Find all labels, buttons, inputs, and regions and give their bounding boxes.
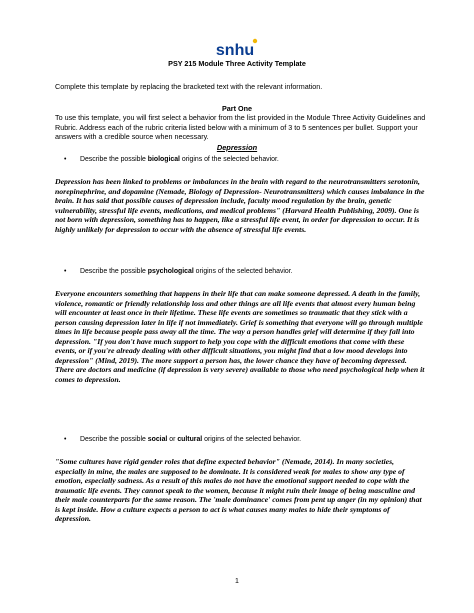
answer-psychological: Everyone encounters something that happens in their life that can make someone depressed. A death in the family, violence, romantic or friendly relationship loss and other things are all life events that almost every human being will encounter at least once in their lifetime. These life events are sometimes so traumatic that they stick with a person causing depression later in life if not immediately. Grief is something that everyone will go through multiple times in life because people pass away all the time. The way a person handles grief will determine if they fall into depression. "If you don't have much support to help you cope with the difficult emotions that come with these events, or if you're already dealing with other difficult situations, you might find that a low mood develops into depression" (Mind, 2019). The more support a person has, the lower chance they have of becoming depressed. There are doctors and medicine (if depression is very severe) available to those who need psychological help when it comes to depression. bbox=[55, 289, 425, 384]
answer-social-cultural: "Some cultures have rigid gender roles that define expected behavior" (Nemade, 2014). In many societies, especially in mine, the males are supposed to be dominate. It is considered weak for males to show any type of emotion, especially sadness. As a result of this males do not have the emotional support needed to cope with the traumatic life events. They cannot speak to the women, because it might ruin their image of being masculine and their male counterparts for the same reason. The 'male dominance' comes from pent up anger (in my opinion) that is kept inside. How a culture expects a person to act is what causes many males to hide their symptoms of depression. bbox=[55, 457, 422, 524]
document-title: PSY 215 Module Three Activity Template bbox=[168, 59, 306, 68]
bullet-keyword: biological bbox=[147, 156, 180, 163]
bullet-psychological bbox=[64, 268, 293, 275]
bullet-connector: or bbox=[167, 436, 178, 443]
bullet-social-cultural bbox=[64, 436, 301, 443]
snhu-logo bbox=[211, 38, 263, 58]
bullet-dot: • bbox=[64, 268, 67, 275]
bullet-keyword: social bbox=[147, 436, 168, 443]
part-one-instructions: To use this template, you will first select a behavior from the list provided in the Module Three Activity Guidelines and Rubric. Address each of the rubric criteria listed below with a minimum of 3 to 5 sentences per bullet. Support your answers with a credible source when necessary. bbox=[55, 113, 426, 142]
part-one-heading: Part One bbox=[222, 104, 252, 113]
bullet-suffix: origins of the selected behavior. bbox=[202, 436, 302, 443]
bullet-suffix: origins of the selected behavior. bbox=[179, 156, 279, 163]
bullet-dot: • bbox=[64, 436, 67, 443]
bullet-dot: • bbox=[64, 156, 67, 163]
bullet-suffix: origins of the selected behavior. bbox=[193, 268, 293, 275]
selected-behavior-topic: Depression bbox=[216, 143, 258, 152]
bullet-keyword: psychological bbox=[147, 268, 194, 275]
bullet-prefix: Describe the possible bbox=[80, 156, 148, 163]
intro-text: Complete this template by replacing the bracketed text with the relevant information. bbox=[55, 82, 323, 91]
page-number: 1 bbox=[235, 578, 239, 585]
bullet-biological bbox=[64, 156, 279, 163]
snhu-logo-mark bbox=[211, 38, 263, 58]
svg-text:snhu: snhu bbox=[215, 42, 255, 58]
answer-biological: Depression has been linked to problems or imbalances in the brain with regard to the neurotransmitters serotonin, norepinephrine, and dopamine (Nemade, Biology of Depression- Neurotransmitters) which causes imbalance in the brain. It has said that possible causes of depression include, faculty mood regulation by the brain, genetic vulnerability, stressful life events, medications, and medical problems" (Harvard Health Publishing, 2009). One is not born with depression, something has to happen, like a stressful life event, in order for depression to occur. It is highly unlikely for depression to occur with the absence of stressful life events. bbox=[55, 177, 425, 234]
bullet-keyword-2: cultural bbox=[177, 436, 203, 443]
bullet-prefix: Describe the possible bbox=[80, 268, 148, 275]
bullet-prefix: Describe the possible bbox=[80, 436, 148, 443]
